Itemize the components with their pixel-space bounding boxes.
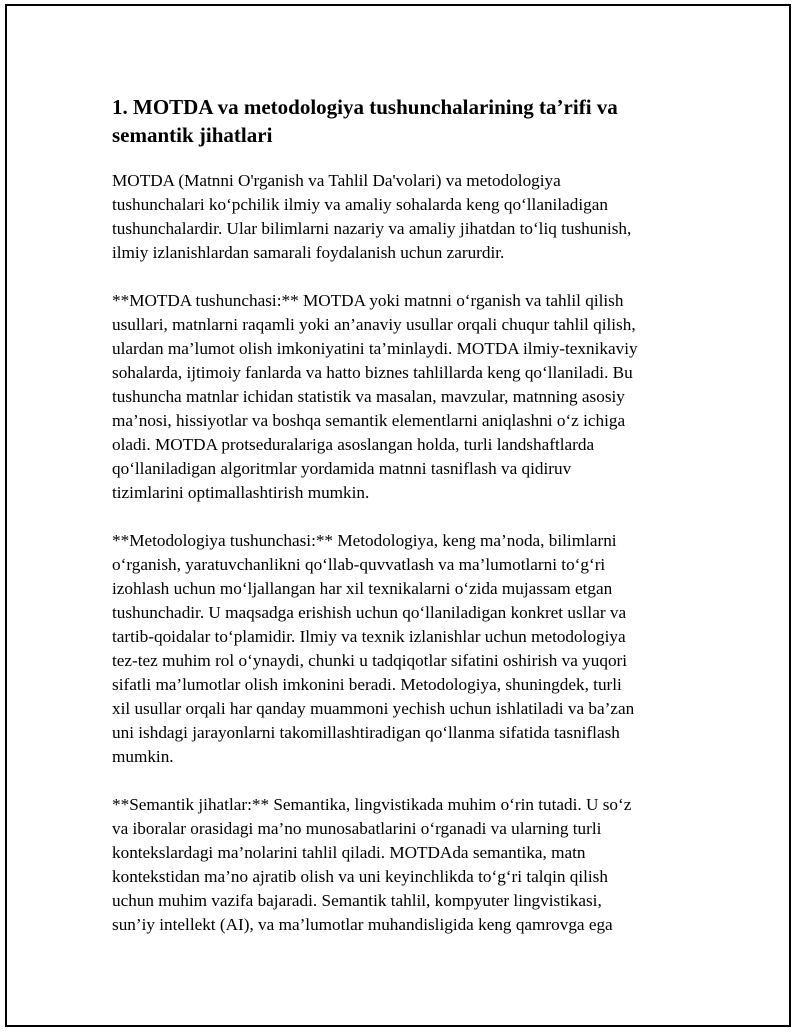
text-line: o‘rganish, yaratuvchanlikni qo‘llab-quvvatlash va ma’lumotlarni to‘g‘ri [112,555,606,574]
paragraph-semantic-aspects [112,793,690,937]
text-line: **Metodologiya tushunchasi:** Metodologiya, keng ma’noda, bilimlarni [112,531,617,550]
text-line: tez-tez muhim rol o‘ynaydi, chunki u tadqiqotlar sifatini oshirish va yuqori [112,651,628,670]
text-line: va iboralar orasidagi ma’no munosabatlarini o‘rganadi va ularning turli [112,819,602,838]
text-line: tizimlarini optimallashtirish mumkin. [112,483,370,502]
text-line: tartib-qoidalar to‘plamidir. Ilmiy va texnik izlanishlar uchun metodologiya [112,627,626,646]
text-line: kontekslardagi ma’nolarini tahlil qiladi. MOTDAda semantika, matn [112,843,586,862]
text-line: tushunchalardir. Ular bilimlarni nazariy va amaliy jihatdan to‘liq tushunish, [112,219,632,238]
text-line: izohlash uchun mo‘ljallangan har xil texnikalarni o‘zida mujassam etgan [112,579,613,598]
text-line: oladi. MOTDA protseduralariga asoslangan holda, turli landshaftlarda [112,435,595,454]
text-line: **MOTDA tushunchasi:** MOTDA yoki matnni o‘rganish va tahlil qilish [112,291,624,310]
paragraph-motda-concept [112,289,690,505]
text-line: sun’iy intellekt (AI), va ma’lumotlar muhandisligida keng qamrovga ega [112,915,613,934]
text-line: sifatli ma’lumotlar olish imkonini beradi. Metodologiya, shuningdek, turli [112,675,622,694]
text-line: MOTDA (Matnni O'rganish va Tahlil Da'volari) va metodologiya [112,171,561,190]
text-line: ilmiy izlanishlardan samarali foydalanish uchun zarurdir. [112,243,505,262]
paragraph-methodology-concept [112,529,690,769]
section-title [112,93,690,149]
text-line: sohalarda, ijtimoiy fanlarda va hatto biznes tahlillarda keng qo‘llaniladi. Bu [112,363,633,382]
text-line: **Semantik jihatlar:** Semantika, lingvistikada muhim o‘rin tutadi. U so‘z [112,795,632,814]
text-line: uni ishdagi jarayonlarni takomillashtiradigan qo‘llanma sifatida tasniflash [112,723,620,742]
text-line: uchun muhim vazifa bajaradi. Semantik tahlil, kompyuter lingvistikasi, [112,891,602,910]
text-line: mumkin. [112,747,174,766]
text-line: ma’nosi, hissiyotlar va boshqa semantik elementlarni aniqlashni o‘z ichiga [112,411,626,430]
title-line: semantik jihatlari [112,123,273,147]
text-line: tushuncha matnlar ichidan statistik va masalan, mavzular, matnning asosiy [112,387,625,406]
text-line: xil usullar orqali har qanday muammoni yechish uchun ishlatiladi va ba’zan [112,699,635,718]
text-line: usullari, matnlarni raqamli yoki an’anaviy usullar orqali chuqur tahlil qilish, [112,315,636,334]
text-line: tushunchalari ko‘pchilik ilmiy va amaliy sohalarda keng qo‘llaniladigan [112,195,608,214]
text-line: kontekstidan ma’no ajratib olish va uni keyinchlikda to‘g‘ri talqin qilish [112,867,608,886]
document-body [112,93,690,961]
paragraph-intro [112,169,690,265]
text-line: ulardan ma’lumot olish imkoniyatini ta’minlaydi. MOTDA ilmiy-texnikaviy [112,339,638,358]
text-line: qo‘llaniladigan algoritmlar yordamida matnni tasniflash va qidiruv [112,459,572,478]
title-line: 1. MOTDA va metodologiya tushunchalarining ta’rifi va [112,95,618,119]
text-line: tushunchadir. U maqsadga erishish uchun qo‘llaniladigan konkret usllar va [112,603,627,622]
